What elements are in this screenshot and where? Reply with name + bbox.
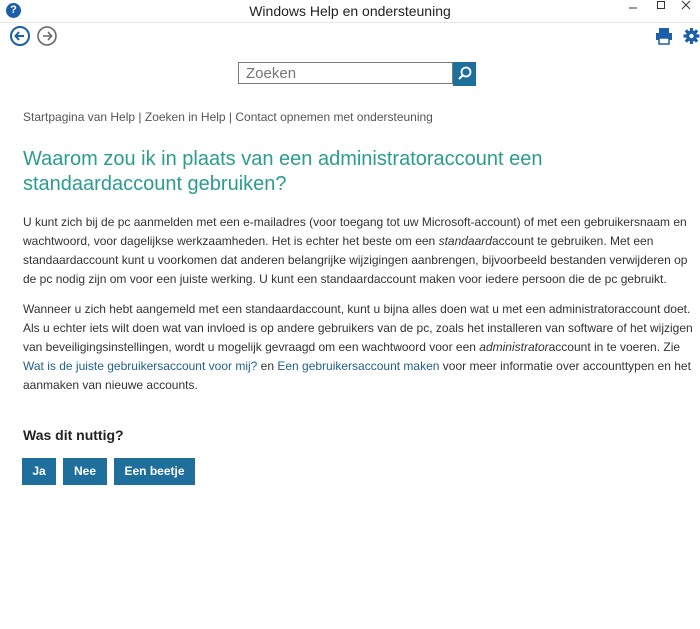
article-paragraph-2: Wanneer u zich hebt aangemeld met een standaardaccount, kunt u bijna alles doen wat u met een administratoraccount doet. Als u echter iets wilt doen wat van invloed is op andere gebruikers van de pc, zoals het installeren van software of het wijzigen van beveiligingsinstellingen, wordt u mogelijk gevraagd om een wachtwoord voor een administratoraccount in te voeren. Zie Wat is de juiste gebruikersaccount voor mij? en Een gebruikersaccount maken voor meer informatie over accounttypen en het aanmaken van nieuwe accounts. <box>23 302 693 392</box>
gear-icon[interactable] <box>683 27 700 45</box>
link-create-user-account[interactable]: Een gebruikersaccount maken <box>277 359 440 373</box>
toolbar <box>0 23 700 51</box>
feedback-question: Was dit nuttig? <box>23 427 124 443</box>
breadcrumb-home-link[interactable]: Startpagina van Help <box>23 110 136 124</box>
minimize-button[interactable] <box>619 0 647 16</box>
article-title: Waarom zou ik in plaats van een administratoraccount een standaardaccount gebruiken? <box>23 148 543 195</box>
breadcrumb-search-link[interactable]: Zoeken in Help <box>144 110 226 124</box>
arrow-left-icon[interactable] <box>9 25 31 47</box>
search-box <box>238 62 476 86</box>
feedback-no-button[interactable]: Nee <box>63 458 107 485</box>
feedback-yes-button[interactable]: Ja <box>22 458 56 485</box>
search-button[interactable] <box>453 62 476 86</box>
window-title: Windows Help en ondersteuning <box>249 3 451 19</box>
search-input[interactable] <box>238 62 453 84</box>
close-icon <box>681 0 691 10</box>
help-app-icon: ? <box>6 3 21 18</box>
arrow-right-icon[interactable] <box>36 25 58 47</box>
search-icon <box>453 62 476 86</box>
breadcrumb-separator: | <box>135 110 145 124</box>
breadcrumb-contact-link[interactable]: Contact opnemen met ondersteuning <box>235 110 433 124</box>
printer-icon[interactable] <box>655 27 673 45</box>
link-right-user-account[interactable]: Wat is de juiste gebruikersaccount voor mij? <box>23 359 258 373</box>
breadcrumb <box>23 110 433 124</box>
article-paragraph-1: U kunt zich bij de pc aanmelden met een e-mailadres (voor toegang tot uw Microsoft-account) of met een gebruikersnaam en wachtwoord, voor dagelijkse werkzaamheden. Het is echter het beste om een standaardaccount te gebruiken. Met een standaardaccount kunt u voorkomen dat anderen belangrijke wijzigingen aanbrengen, bijvoorbeeld bestanden verwijderen op de pc nodig zijn om voor een juiste werking. U kunt een standaardaccount maken voor iedere persoon die de pc gebruikt. <box>23 215 688 286</box>
title-bar <box>0 0 700 23</box>
close-button[interactable] <box>672 0 700 16</box>
maximize-icon <box>656 0 666 10</box>
minimize-icon <box>628 0 638 10</box>
maximize-button[interactable] <box>647 0 675 16</box>
feedback-a-bit-button[interactable]: Een beetje <box>114 458 195 485</box>
breadcrumb-separator: | <box>225 110 236 124</box>
